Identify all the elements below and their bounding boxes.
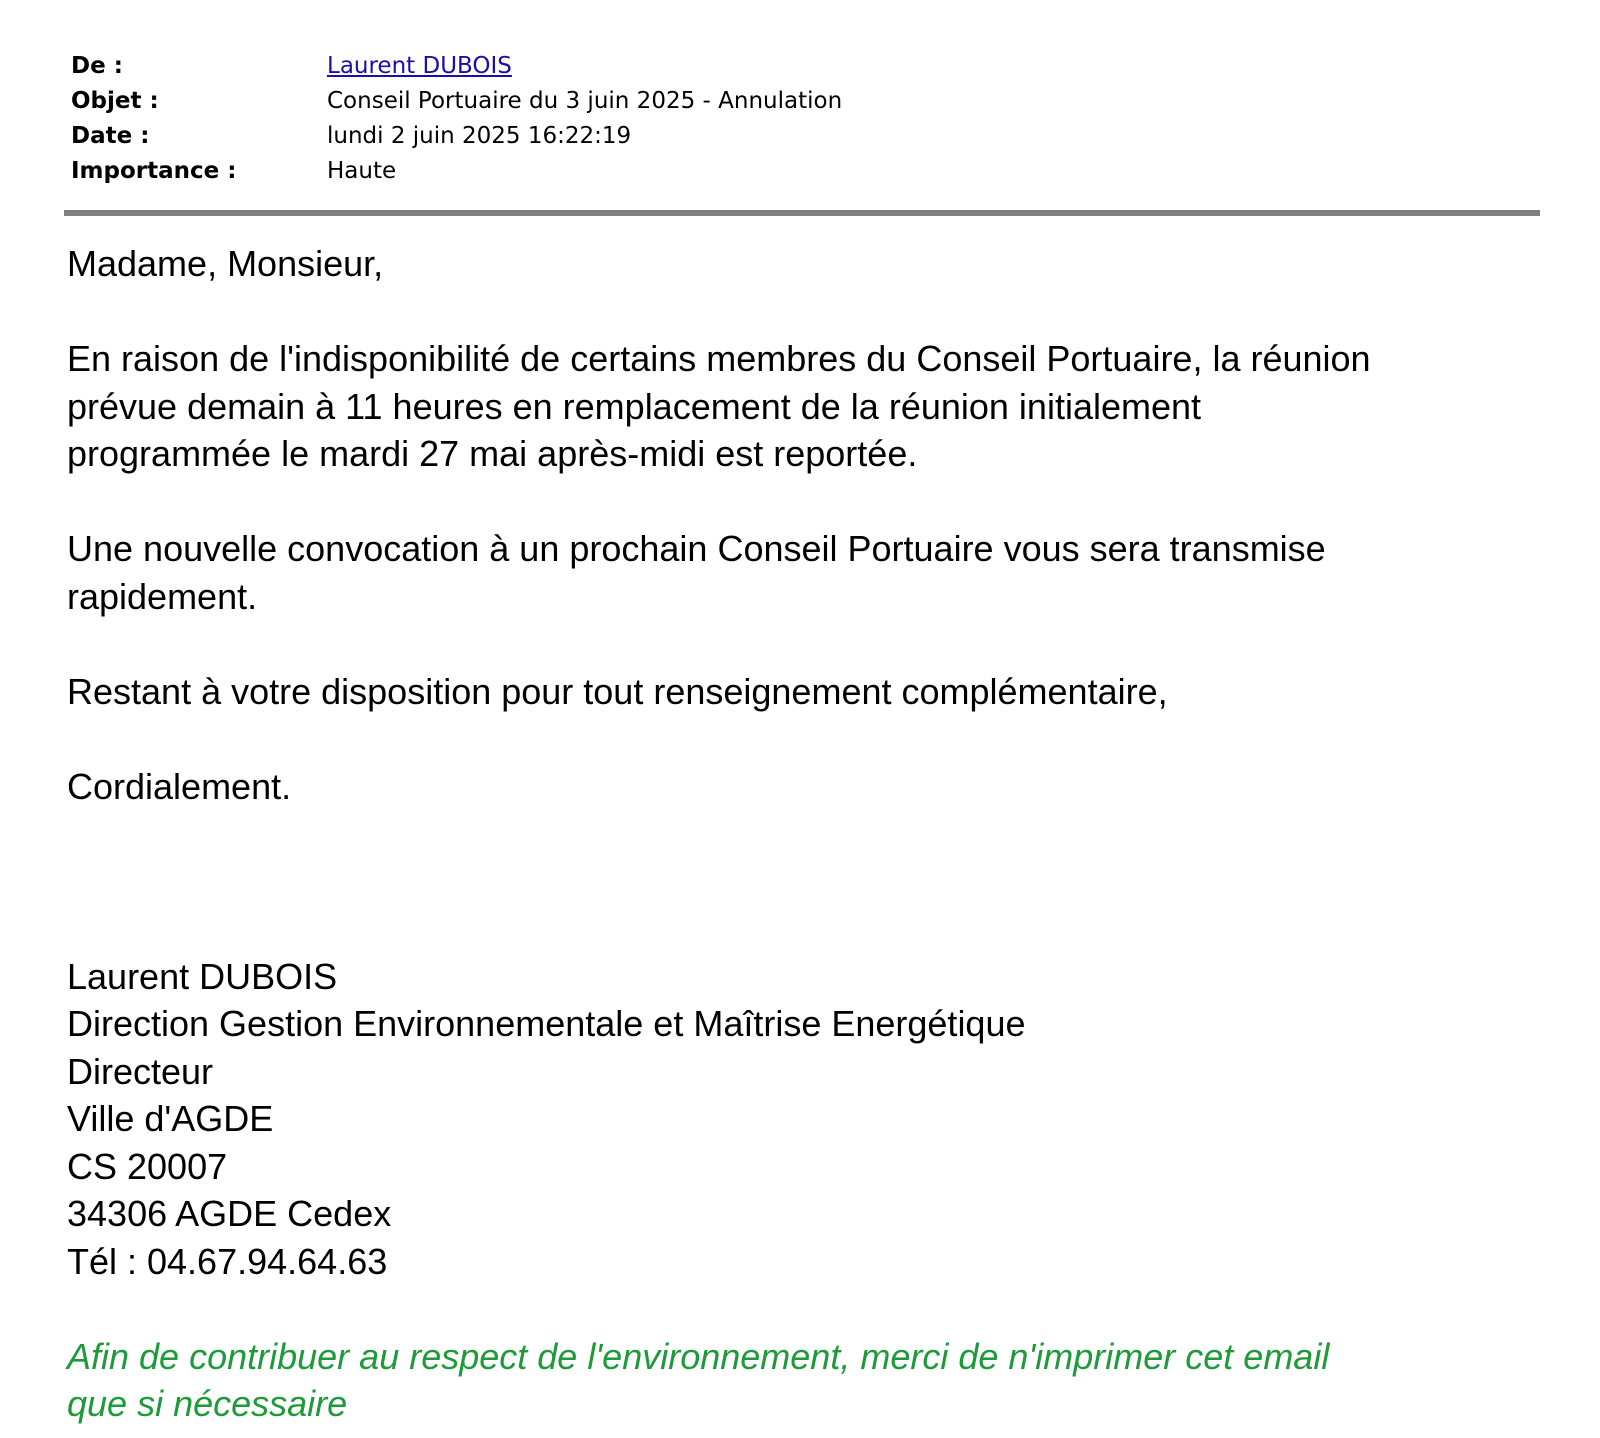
spacer: [67, 620, 1537, 668]
paragraph-1-line: En raison de l'indisponibilité de certains membres du Conseil Portuaire, la réunion: [67, 338, 1371, 379]
date-value: lundi 2 juin 2025 16:22:19: [327, 122, 632, 149]
importance-value: Haute: [327, 157, 397, 184]
closing: Cordialement.: [67, 765, 292, 807]
signature-organization: Ville d'AGDE: [67, 1098, 274, 1139]
signature-phone: Tél : 04.67.94.64.63: [67, 1240, 388, 1282]
email-body: [67, 240, 1537, 1428]
signature-postal-box: CS 20007: [67, 1145, 228, 1187]
from-label: De :: [71, 52, 123, 79]
signature-city: 34306 AGDE Cedex: [67, 1193, 392, 1234]
subject-label: Objet :: [71, 87, 159, 114]
spacer: [67, 288, 1537, 336]
header-date-row: [71, 118, 1531, 153]
importance-label: Importance :: [71, 157, 237, 184]
paragraph-1-line: programmée le mardi 27 mai après-midi est reportée.: [67, 433, 918, 474]
header-importance-row: [71, 153, 1531, 188]
date-label: Date :: [71, 122, 150, 149]
header-subject-row: [71, 83, 1531, 118]
signature-name: Laurent DUBOIS: [67, 955, 338, 997]
paragraph-1: [67, 335, 1537, 478]
header-from-row: [71, 48, 1531, 83]
spacer: [67, 715, 1537, 763]
eco-note-line: que si nécessaire: [67, 1383, 348, 1424]
header-divider: [64, 210, 1540, 216]
email-header: [71, 48, 1531, 188]
paragraph-2-line: rapidement.: [67, 575, 258, 617]
greeting: Madame, Monsieur,: [67, 243, 384, 284]
spacer: [67, 905, 1537, 953]
paragraph-2-line: Une nouvelle convocation à un prochain Conseil Portuaire vous sera transmise: [67, 528, 1326, 569]
paragraph-2: [67, 525, 1537, 620]
paragraph-3: Restant à votre disposition pour tout renseignement complémentaire,: [67, 670, 1168, 712]
paragraph-1-line: prévue demain à 11 heures en remplacement de la réunion initialement: [67, 385, 1202, 427]
signature-role: Directeur: [67, 1050, 214, 1092]
eco-note-line: Afin de contribuer au respect de l'environnement, merci de n'imprimer cet email: [67, 1335, 1330, 1377]
eco-note: [67, 1333, 1537, 1428]
signature-department: Direction Gestion Environnementale et Maîtrise Energétique: [67, 1003, 1026, 1044]
subject-value: Conseil Portuaire du 3 juin 2025 - Annulation: [327, 87, 843, 114]
spacer: [67, 1285, 1537, 1333]
signature-block: [67, 953, 1537, 1286]
spacer: [67, 810, 1537, 905]
sender-link[interactable]: Laurent DUBOIS: [327, 52, 512, 79]
spacer: [67, 478, 1537, 526]
